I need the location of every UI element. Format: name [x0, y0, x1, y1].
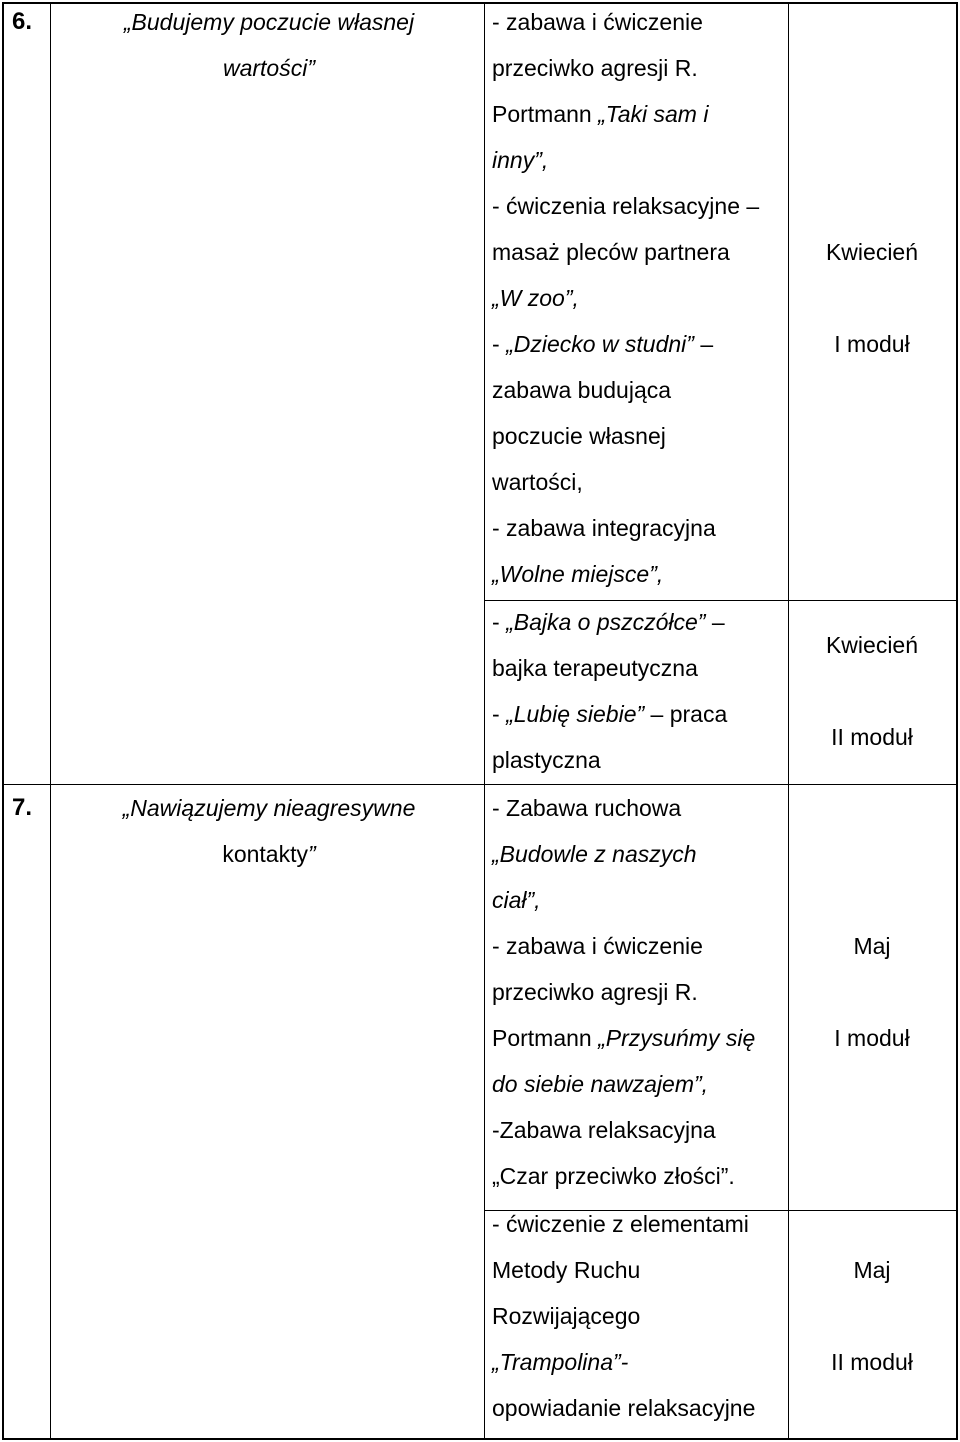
activity-line: poczucie własnej	[492, 423, 666, 449]
activity-line: - „Bajka o pszczółce” –	[492, 609, 725, 635]
schedule-month: Kwiecień	[825, 632, 919, 658]
activity-line: -Zabawa relaksacyjna	[492, 1117, 716, 1143]
schedule-module: I moduł	[834, 331, 910, 357]
schedule-module: II moduł	[831, 1349, 913, 1375]
column-divider-1	[50, 2, 51, 1440]
activity-line: - zabawa integracyjna	[492, 515, 716, 541]
topic-title: „Budujemy poczucie własnej	[123, 9, 415, 35]
topic-title: wartości”	[222, 55, 315, 81]
activity-line: - ćwiczenie z elementami	[492, 1211, 749, 1237]
activity-line: masaż pleców partnera	[492, 239, 730, 265]
activity-line: „W zoo”,	[492, 285, 579, 311]
column-divider-2	[484, 2, 485, 1440]
column-divider-3	[788, 2, 789, 1440]
subrow-divider-6	[484, 600, 958, 601]
schedule-module: I moduł	[834, 1025, 910, 1051]
activity-line: opowiadanie relaksacyjne	[492, 1395, 756, 1421]
activity-line: do siebie nawzajem”,	[492, 1071, 709, 1097]
schedule-month: Maj	[853, 933, 891, 959]
activity-line: Rozwijającego	[492, 1303, 641, 1329]
activity-line: przeciwko agresji R.	[492, 979, 698, 1005]
topic-title: „Nawiązujemy nieagresywne	[122, 795, 416, 821]
schedule-module: II moduł	[831, 724, 913, 750]
activity-line: „Czar przeciwko złości”.	[492, 1163, 735, 1189]
activity-line: wartości,	[492, 469, 583, 495]
table-border-bottom	[2, 1438, 958, 1440]
activity-line: ciał”,	[492, 887, 541, 913]
row-number: 7.	[12, 794, 33, 821]
activity-line: - „Dziecko w studni” –	[492, 331, 714, 357]
table-border-right	[956, 2, 958, 1440]
activity-line: plastyczna	[492, 747, 601, 773]
activity-line: „Trampolina”-	[492, 1349, 629, 1375]
table-border-top	[2, 2, 958, 4]
activity-line: Portmann „Taki sam i	[492, 101, 709, 127]
activity-line: „Budowle z naszych	[492, 841, 697, 867]
activity-line: bajka terapeutyczna	[492, 655, 698, 681]
activity-line: Metody Ruchu	[492, 1257, 641, 1283]
activity-line: - Zabawa ruchowa	[492, 795, 682, 821]
activity-line: Portmann „Przysuńmy się	[492, 1025, 756, 1051]
activity-line: przeciwko agresji R.	[492, 55, 698, 81]
activity-line: - „Lubię siebie” – praca	[492, 701, 728, 727]
activity-line: - ćwiczenia relaksacyjne –	[492, 193, 760, 219]
table-border-left	[2, 2, 4, 1440]
topic-title: kontakty”	[222, 841, 316, 867]
activity-line: inny”,	[492, 147, 549, 173]
row-number: 6.	[12, 8, 33, 35]
schedule-month: Maj	[853, 1257, 891, 1283]
activity-line: - zabawa i ćwiczenie	[492, 9, 703, 35]
activity-line: „Wolne miejsce”,	[492, 561, 664, 587]
schedule-month: Kwiecień	[825, 239, 919, 265]
activity-line: zabawa budująca	[492, 377, 672, 403]
activity-line: - zabawa i ćwiczenie	[492, 933, 703, 959]
row-divider-6-7	[2, 784, 958, 785]
